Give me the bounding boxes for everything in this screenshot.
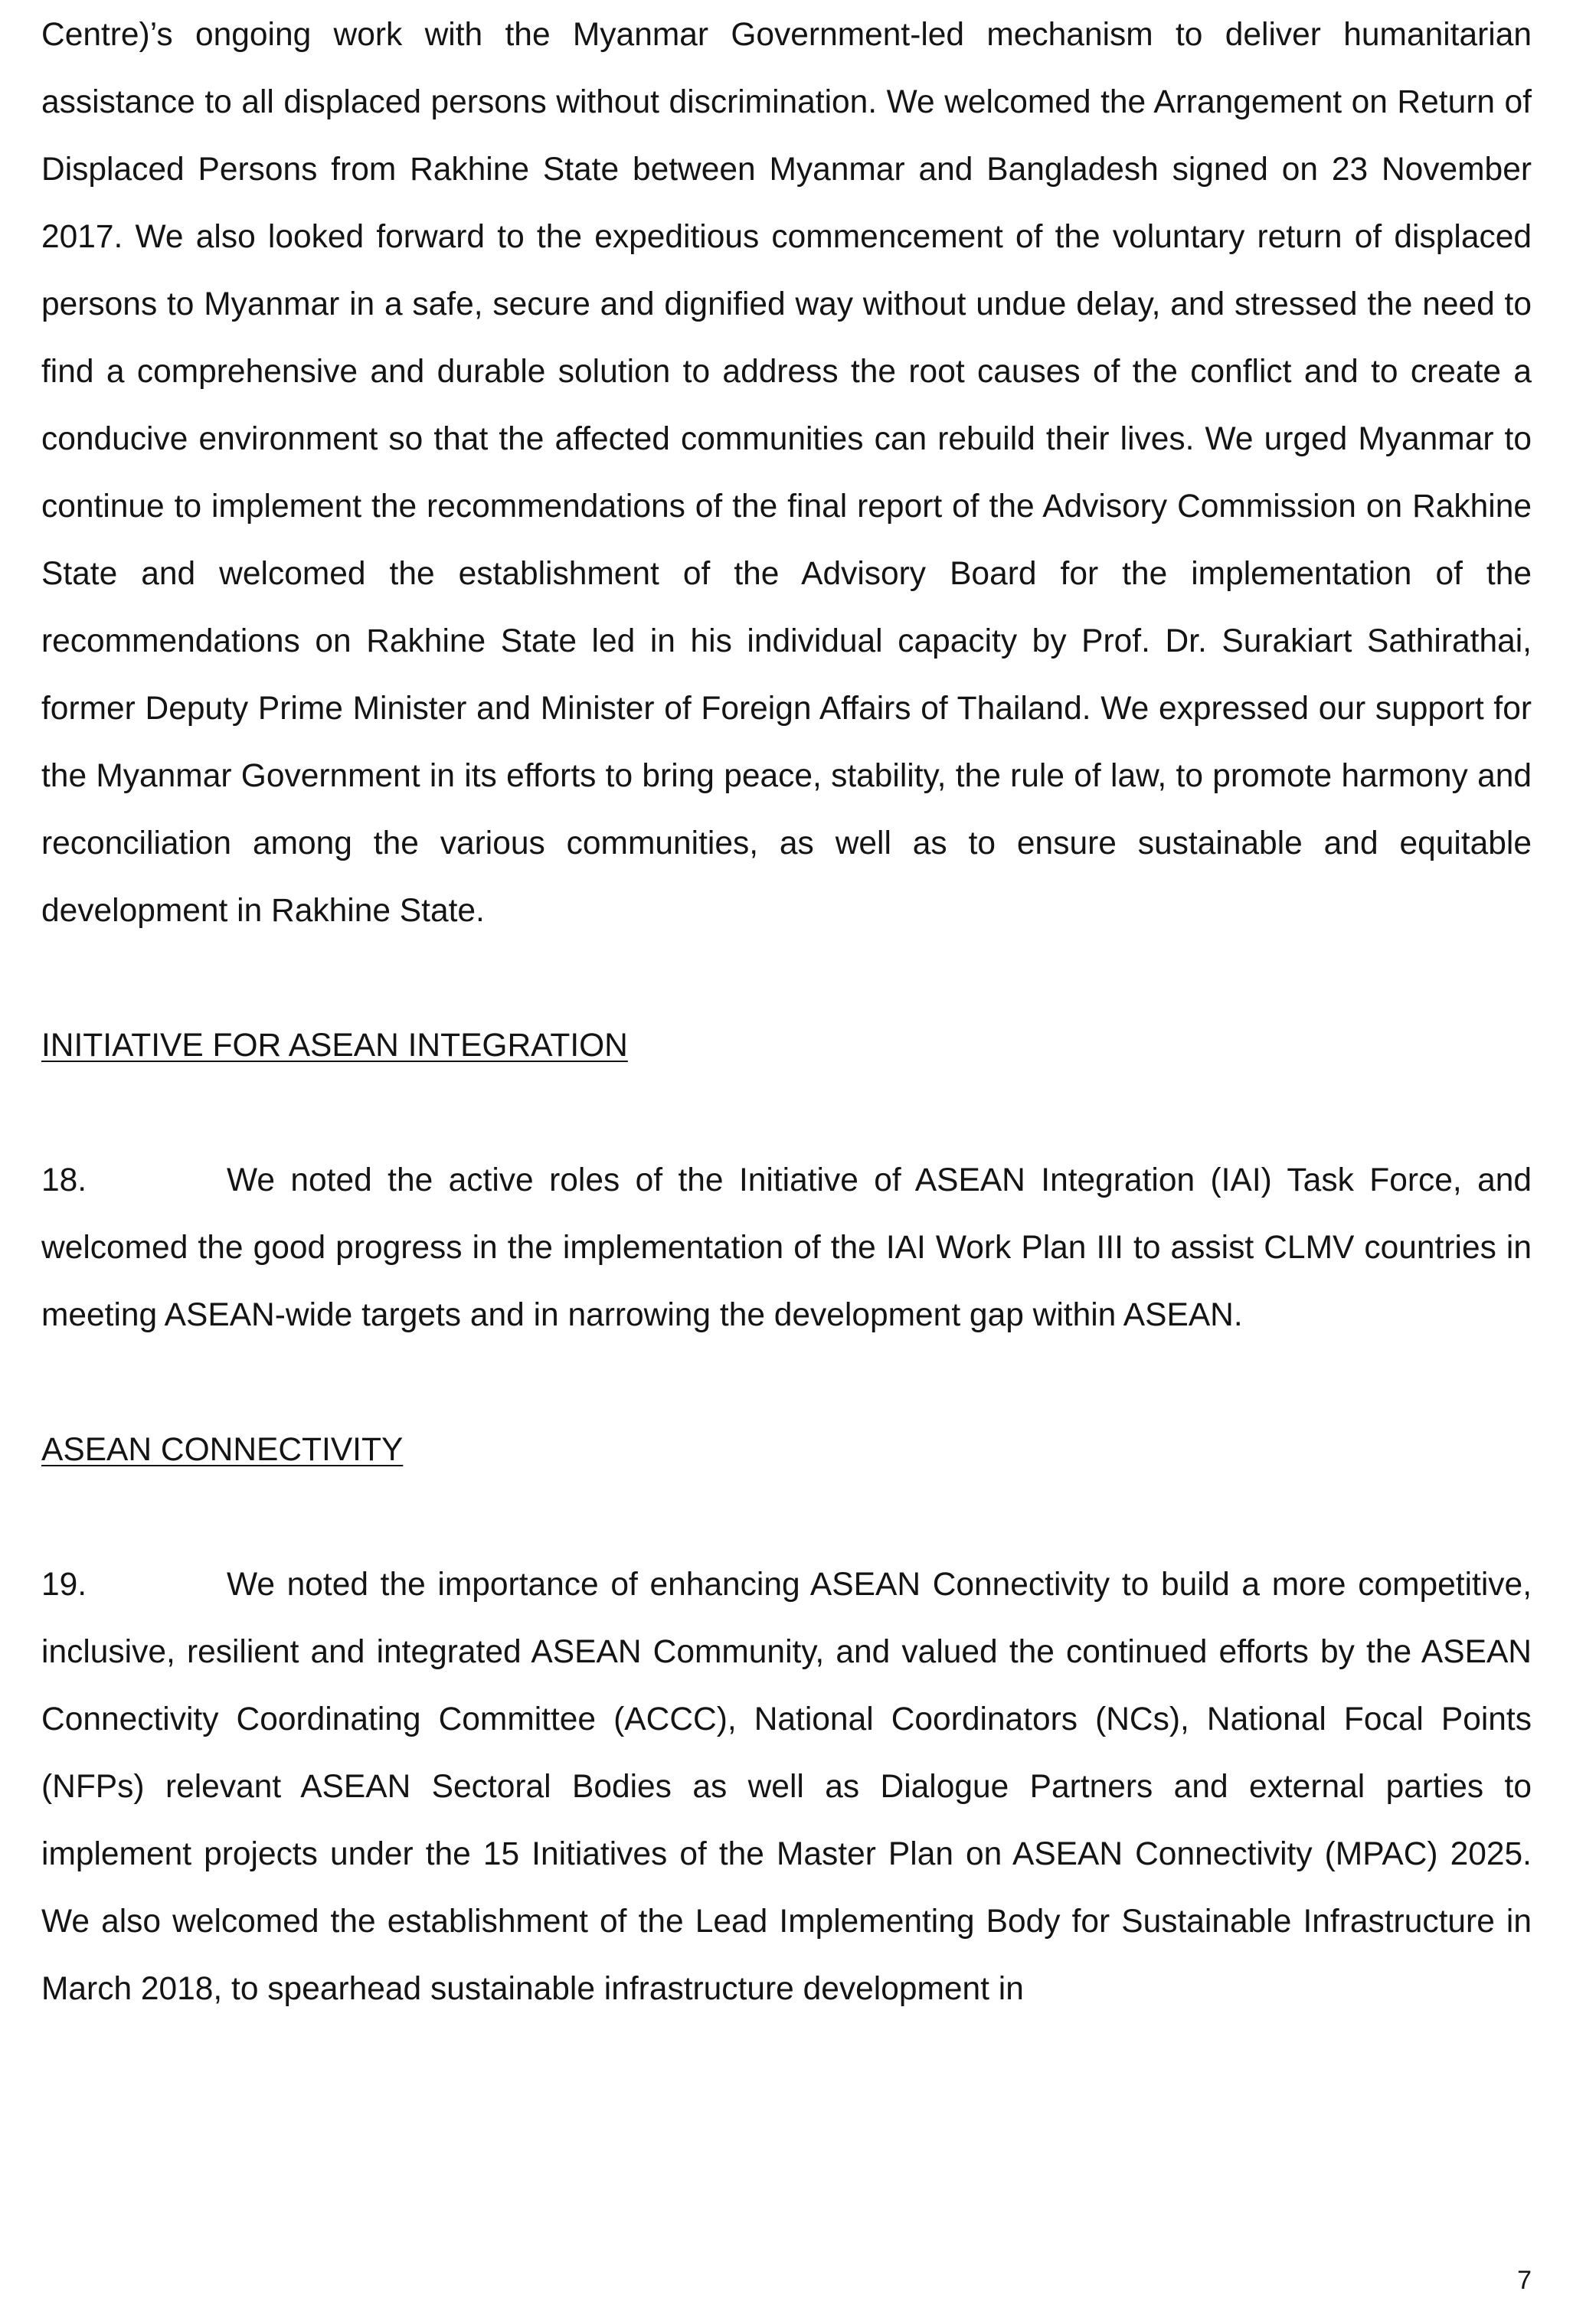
paragraph-17-continuation: Centre)’s ongoing work with the Myanmar Government-led mechanism to deliver humanitarian assistance to all displaced persons without discrimination. We welcomed the Arrangement on Return of Displaced Persons from Rakhine State between Myanmar and Bangladesh signed on 23 November 2017. We also looked forward to the expeditious commencement of the voluntary return of displaced persons to Myanmar in a safe, secure and dignified way without undue delay, and stressed the need to find a comprehensive and durable solution to address the root causes of the conflict and to create a conducive environment so that the affected communities can rebuild their lives. We urged Myanmar to continue to implement the recommendations of the final report of the Advisory Commission on Rakhine State and welcomed the establishment of the Advisory Board for the implementation of the recommendations on Rakhine State led in his individual capacity by Prof. Dr. Surakiart Sathirathai, former Deputy Prime Minister and Minister of Foreign Affairs of Thailand. We expressed our support for the Myanmar Government in its efforts to bring peace, stability, the rule of law, to promote harmony and reconciliation among the various communities, as well as to ensure sustainable and equitable development in Rakhine State. <box>41 17 1532 929</box>
section-heading-iai: INITIATIVE FOR ASEAN INTEGRATION <box>41 1028 628 1064</box>
page-number: 7 <box>1517 2266 1532 2295</box>
paragraph-number-19: 19. <box>41 1567 87 1603</box>
paragraph-18-text: We noted the active roles of the Initiative of ASEAN Integration (IAI) Task Force, and welcomed the good progress in the implementation of the IAI Work Plan III to assist CLMV countries in meeting ASEAN-wide targets and in narrowing the development gap within ASEAN. <box>41 1162 1532 1333</box>
document-page <box>41 0 1532 2023</box>
paragraph-number-18: 18. <box>41 1162 87 1198</box>
paragraph-19-text: We noted the importance of enhancing ASEAN Connectivity to build a more competitive, inclusive, resilient and integrated ASEAN Community, and valued the continued efforts by the ASEAN Connectivity Coordinating Committee (ACCC), National Coordinators (NCs), National Focal Points (NFPs) relevant ASEAN Sectoral Bodies as well as Dialogue Partners and external parties to implement projects under the 15 Initiatives of the Master Plan on ASEAN Connectivity (MPAC) 2025. We also welcomed the establishment of the Lead Implementing Body for Sustainable Infrastructure in March 2018, to spearhead sustainable infrastructure development in <box>41 1567 1532 2007</box>
paragraph-19 <box>41 1551 1532 2023</box>
section-heading-connectivity: ASEAN CONNECTIVITY <box>41 1432 404 1468</box>
paragraph-18 <box>41 1147 1532 1349</box>
